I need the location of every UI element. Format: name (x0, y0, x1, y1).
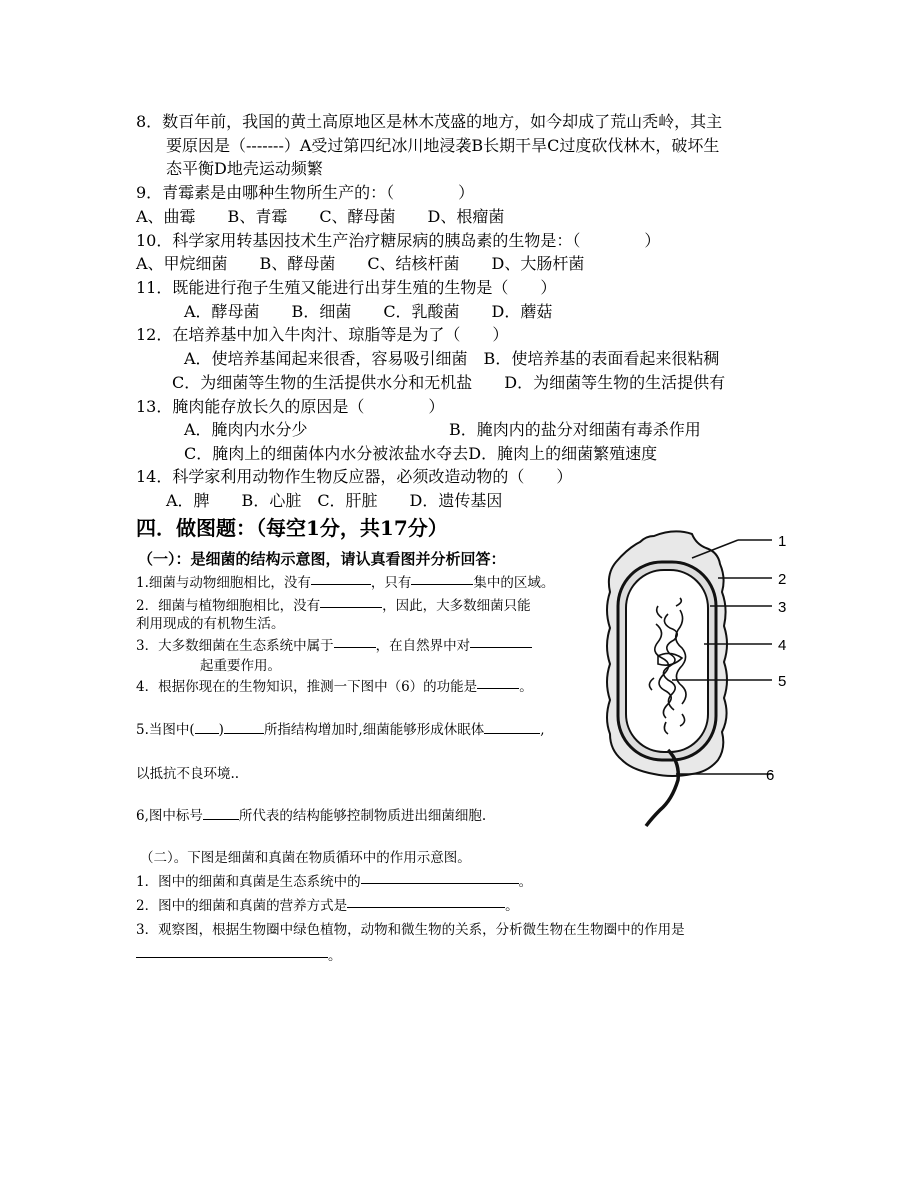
label-3: 3 (778, 599, 787, 616)
q9-text: 9．青霉素是由哪种生物所生产的：（ ） (136, 183, 475, 202)
c1-line (136, 870, 532, 890)
c2-line (136, 894, 519, 914)
c1-text-b: 。 (518, 874, 533, 890)
p5-line (136, 718, 545, 738)
q11-options: A．酵母菌 B．细菌 C．乳酸菌 D．蘑菇 (184, 302, 553, 321)
bacterium-diagram (596, 528, 826, 830)
part1-heading: （一）：是细菌的结构示意图，请认真看图并分析回答： (138, 550, 506, 568)
c3-end: 。 (328, 948, 342, 964)
q12-options-2: C．为细菌等生物的生活提供水分和无机盐 D．为细菌等生物的生活提供有 (172, 373, 726, 392)
q14-options: A．脾 B．心脏 C．肝脏 D．遗传基因 (166, 491, 503, 510)
p6-text-b: 所代表的结构能够控制物质进出细菌细胞. (238, 808, 487, 824)
q13-options-2: C．腌肉上的细菌体内水分被浓盐水夺去D．腌肉上的细菌繁殖速度 (184, 444, 658, 463)
p5-line2: 以抵抗不良环境.. (136, 766, 240, 782)
label-6: 6 (766, 767, 775, 784)
q13-option-b: B．腌肉内的盐分对细菌有毒杀作用 (449, 420, 701, 439)
q8-line3: 态平衡D地壳运动频繁 (166, 159, 323, 178)
part2-heading: （二）。下图是细菌和真菌在物质循环中的作用示意图。 (140, 850, 471, 866)
p4-line (136, 675, 533, 695)
q8-line2: 要原因是（-------）A受过第四纪冰川地浸袭B长期干旱C过度砍伐林木，破坏生 (166, 136, 720, 155)
p5-text-b: ) (218, 722, 224, 738)
q10-text: 10．科学家用转基因技术生产治疗糖尿病的胰岛素的生物是：（ ） (136, 231, 661, 250)
p2-line (136, 594, 531, 614)
q8-line1: 8．数百年前，我国的黄土高原地区是林木茂盛的地方，如今却成了荒山秃岭，其主 (136, 112, 723, 131)
q14-text: 14．科学家利用动物作生物反应器，必须改造动物的（ ） (136, 467, 573, 486)
p1-blank-1[interactable] (311, 584, 371, 585)
p3-line2: 起重要作用。 (200, 658, 281, 674)
p2-line2: 利用现成的有机物生活。 (136, 616, 285, 632)
p2-text-a: 2．细菌与植物细胞相比，没有 (136, 598, 321, 614)
p4-blank[interactable] (477, 688, 519, 689)
c3-line: 3．观察图，根据生物圈中绿色植物，动物和微生物的关系，分析微生物在生物圈中的作用是 (136, 922, 685, 938)
p1-blank-2[interactable] (411, 584, 473, 585)
q12-text: 12．在培养基中加入牛肉汁、琼脂等是为了（ ） (136, 325, 509, 344)
p3-blank-2[interactable] (470, 647, 532, 648)
c3-line2 (136, 944, 342, 964)
p1-text-c: 集中的区域。 (473, 575, 555, 591)
p3-line (136, 634, 532, 654)
p1-line (136, 571, 554, 591)
label-2: 2 (778, 571, 787, 588)
q13-text: 13．腌肉能存放长久的原因是（ ） (136, 397, 445, 416)
p2-text-b: ，因此，大多数细菌只能 (382, 598, 531, 614)
c2-text-a: 2．图中的细菌和真菌的营养方式是 (136, 898, 348, 914)
q10-options: A、甲烷细菌 B、酵母菌 C、结核杆菌 D、大肠杆菌 (136, 254, 585, 273)
p3-blank-1[interactable] (334, 647, 376, 648)
p1-text-a: 1.细菌与动物细胞相比，没有 (136, 575, 311, 591)
label-4: 4 (778, 637, 787, 654)
q9-options: A、曲霉 B、青霉 C、酵母菌 D、根瘤菌 (136, 207, 505, 226)
c2-text-b: 。 (505, 898, 519, 914)
p4-text-b: 。 (519, 679, 533, 695)
p5-blank-3[interactable] (484, 721, 540, 734)
p3-text-b: ，在自然界中对 (375, 638, 471, 654)
p5-text-d: , (540, 722, 545, 738)
q13-option-a: A．腌肉内水分少 (184, 420, 308, 439)
p6-blank[interactable] (203, 807, 239, 820)
c1-blank[interactable] (361, 883, 519, 884)
p5-text-a: 5.当图中( (136, 722, 195, 738)
p3-text-a: 3．大多数细菌在生态系统中属于 (136, 638, 334, 654)
p5-text-c: 所指结构增加时,细菌能够形成休眠体 (263, 722, 485, 738)
c2-blank[interactable] (347, 907, 505, 908)
p5-blank-1[interactable] (195, 721, 219, 734)
p6-line (136, 804, 486, 824)
q12-options-1: A．使培养基闻起来很香，容易吸引细菌 B．使培养基的表面看起来很粘稠 (184, 349, 720, 368)
p2-blank[interactable] (320, 607, 382, 608)
p6-text-a: 6,图中标号 (136, 808, 203, 824)
p4-text-a: 4．根据你现在的生物知识，推测一下图中（6）的功能是 (136, 679, 478, 695)
label-1: 1 (778, 533, 787, 550)
label-5: 5 (778, 673, 787, 690)
p1-text-b: ，只有 (370, 575, 412, 591)
p5-blank-2[interactable] (224, 721, 264, 734)
section4-heading: 四．做图题：（每空1分，共17分） (136, 516, 448, 540)
q11-text: 11．既能进行孢子生殖又能进行出芽生殖的生物是（ ） (136, 278, 557, 297)
c1-text-a: 1．图中的细菌和真菌是生态系统中的 (136, 874, 361, 890)
c3-blank[interactable] (136, 957, 328, 958)
